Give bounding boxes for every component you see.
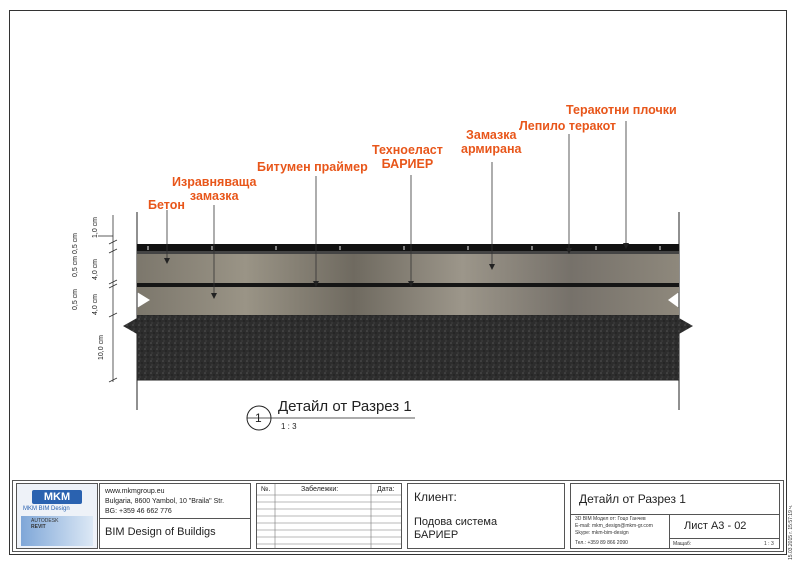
mkm-logo: MKM	[32, 490, 82, 504]
membrane-layer	[137, 283, 679, 287]
dim-leveling-screed: 4,0 cm	[92, 293, 99, 315]
company-phone: BG: +359 46 662 776	[105, 508, 172, 515]
detail-title: Детайл от Разрез 1	[278, 398, 412, 415]
client-box	[407, 483, 565, 549]
sheet-scale-label: Мащаб:	[673, 541, 692, 547]
company-logo-box	[16, 483, 98, 549]
sheet-number: Лист А3 - 02	[684, 520, 747, 532]
notes-header-no: №.	[261, 486, 271, 493]
label-beton: Бетон	[148, 198, 185, 212]
label-ceramic-tiles: Теракотни плочки	[566, 103, 677, 117]
sheet-vdivider	[669, 514, 670, 548]
company-website: www.mkmgroup.eu	[105, 488, 165, 495]
sheet-scale-divider	[669, 538, 779, 539]
tile-layer	[137, 244, 679, 251]
dim-tiles: 1,0 cm	[92, 216, 99, 238]
notes-table	[256, 483, 402, 549]
date-stamp: 15.03.2015 г. 15:57:19 ч.	[788, 504, 794, 560]
sheet-email: E-mail: mkm_design@mkm-gr.com	[575, 523, 653, 529]
label-reinforced-screed-line1: Замазка	[466, 128, 517, 142]
sheet-title: Детайл от Разрез 1	[579, 492, 686, 506]
detail-scale: 1 : 3	[281, 422, 297, 431]
company-slogan: BIM Design of Buildigs	[105, 526, 216, 538]
label-reinforced-screed-line2: армирана	[461, 142, 522, 156]
company-divider	[100, 518, 250, 519]
label-leveling-screed	[172, 175, 256, 203]
notes-header-date: Дата:	[377, 486, 395, 493]
autodesk-revit-badge	[21, 516, 93, 546]
dim-membrane-1: 0,5 cm	[72, 255, 79, 277]
adhesive-layer	[137, 251, 679, 254]
project-line1: Подова система	[414, 516, 498, 528]
sheet-skype: Skype: mkm-bim-design	[575, 530, 629, 536]
notes-grid	[257, 484, 401, 548]
reinforced-screed-layer	[137, 254, 679, 283]
label-tile-adhesive: Лепило теракот	[519, 119, 617, 133]
dim-concrete: 10,0 cm	[98, 335, 105, 360]
sheet-tel: Тел.: +359 89 866 2090	[575, 540, 628, 546]
dim-membrane-2: 0,5 cm	[72, 288, 79, 310]
sheet-divider	[571, 514, 779, 515]
detail-number: 1	[255, 411, 262, 425]
sheet-scale-value: 1 : 3	[764, 541, 774, 547]
leveling-screed-layer	[137, 287, 679, 315]
revit-text: REVIT	[31, 524, 46, 530]
sheet-bim-model: 3D BIM Модел от: Гоцо Ганчев	[575, 516, 646, 522]
company-address: Bulgaria, 8600 Yambol, 10 "Braila" Str.	[105, 498, 225, 505]
label-leveling-screed-line2: замазка	[189, 189, 239, 203]
label-leveling-screed-line1: Изравняваща	[172, 175, 257, 189]
dim-reinforced-screed: 4,0 cm	[92, 258, 99, 280]
dim-adhesive: 0,5 cm	[72, 232, 79, 254]
mkm-logo-subtitle: MKM BIM Design	[23, 506, 70, 512]
label-technoelast	[372, 143, 443, 171]
sheet-info-box	[570, 483, 780, 549]
label-technoelast-line2: БАРИЕР	[381, 157, 434, 171]
company-info-box	[99, 483, 251, 549]
project-line2: БАРИЕР	[414, 529, 459, 541]
label-reinforced-screed	[461, 128, 521, 156]
concrete-layer	[123, 315, 693, 380]
notes-header-notes: Забележки:	[301, 486, 339, 493]
autodesk-text: AUTODESK	[31, 518, 59, 524]
label-technoelast-line1: Техноеласт	[372, 143, 443, 157]
label-bitumen-primer: Битумен праймер	[257, 160, 368, 174]
client-label: Клиент:	[414, 490, 457, 504]
